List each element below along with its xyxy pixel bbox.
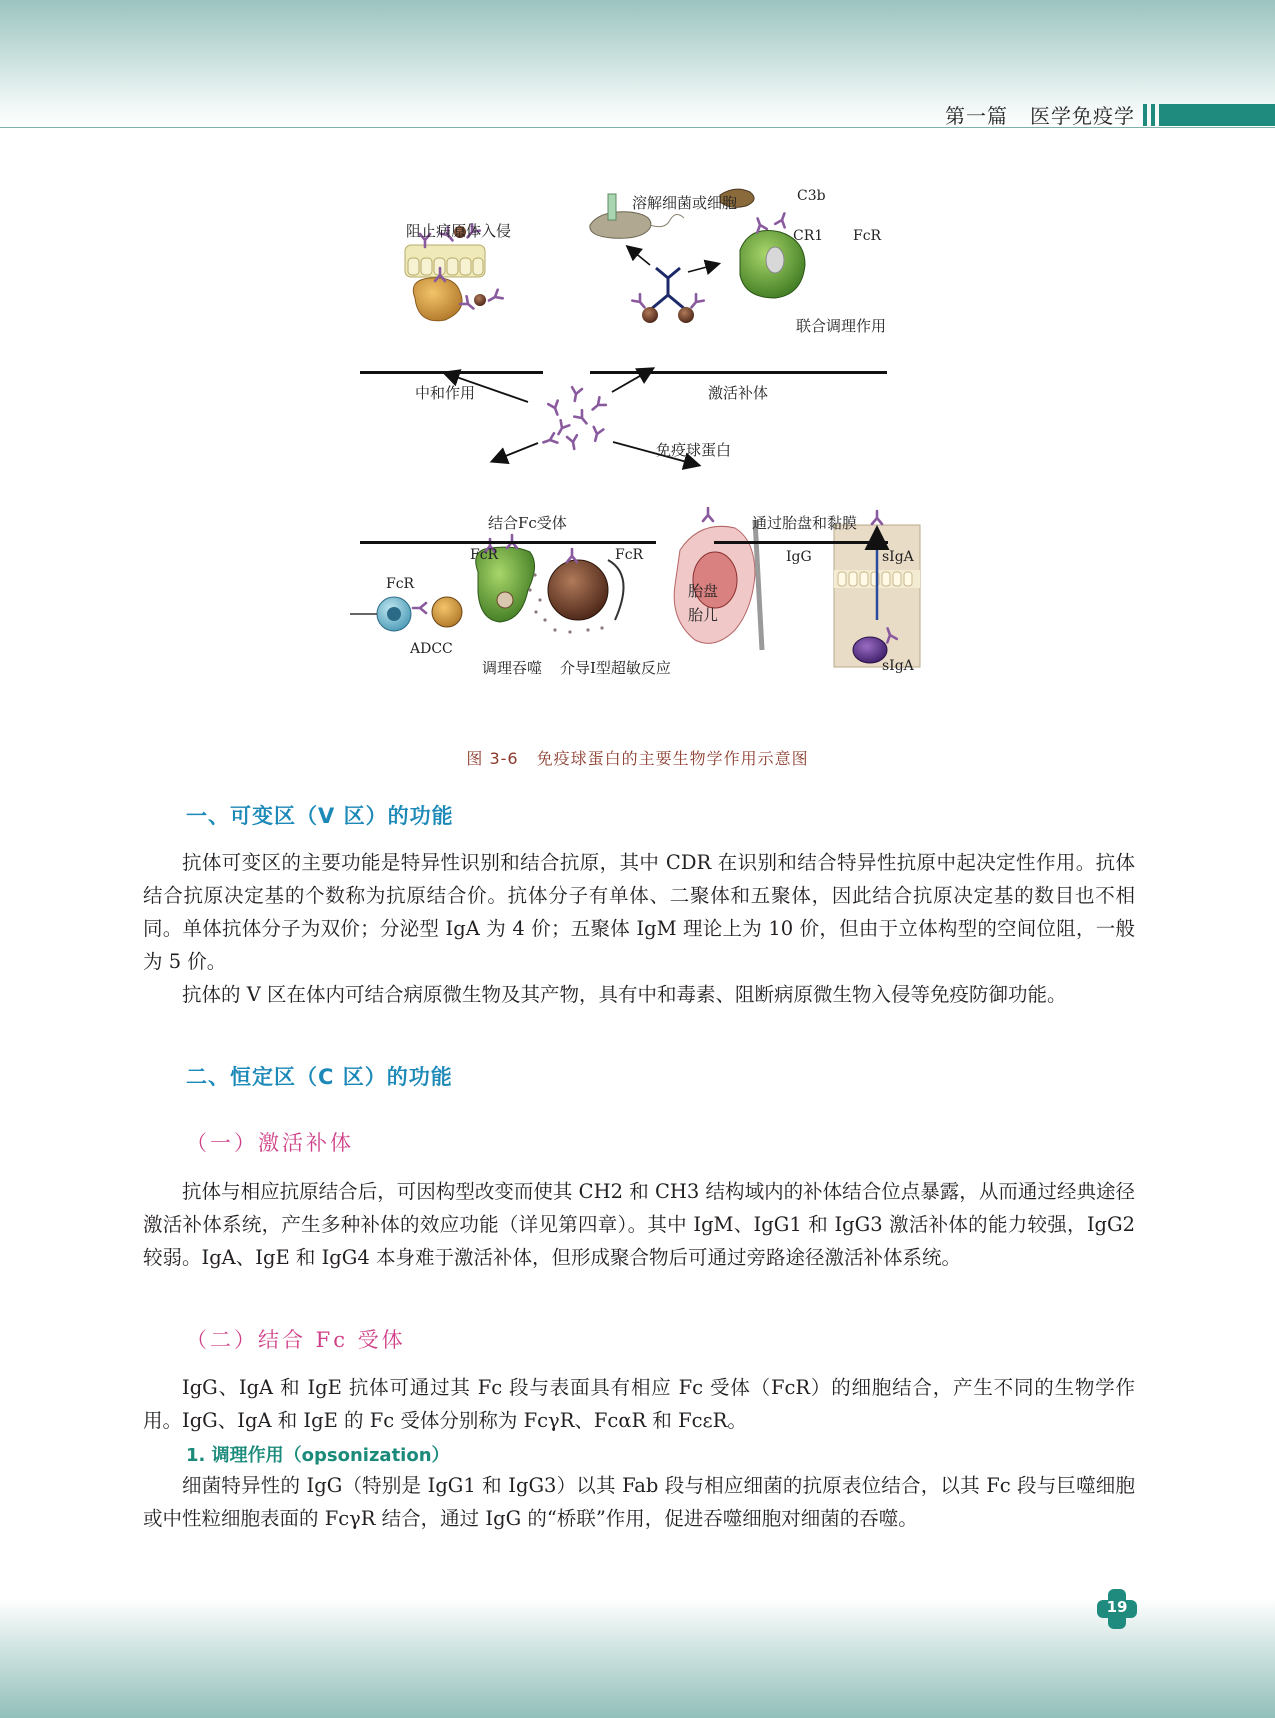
- neutralization-rule: [360, 371, 543, 374]
- fc-receptor-rule: [360, 541, 656, 544]
- running-head-title: 医学免疫学: [1030, 104, 1135, 128]
- running-head: [945, 100, 1135, 129]
- label-siga-top: sIgA: [882, 549, 914, 565]
- label-fcr-1: FcR: [470, 547, 499, 563]
- label-lyse-bacteria: 溶解细菌或细胞: [632, 194, 738, 212]
- page-number: 19: [1106, 1598, 1128, 1616]
- immunoglobulin-cluster: [542, 387, 606, 450]
- label-via-placenta-mucosa: 通过胎盘和黏膜: [752, 514, 858, 532]
- label-igg: IgG: [786, 549, 812, 565]
- label-siga-bottom: sIgA: [882, 658, 914, 674]
- paragraph-variable-region-2: 抗体的 V 区在体内可结合病原微生物及其产物，具有中和毒素、阻断病原微生物入侵等免疫防御功能。: [182, 983, 1067, 1006]
- label-c3b: C3b: [797, 188, 826, 204]
- label-cr1: CR1: [793, 228, 824, 244]
- paragraph-bind-fc-receptor: IgG、IgA 和 IgE 抗体可通过其 Fc 段与表面具有相应 Fc 受体（FcR）的细胞结合，产生不同的生物学作用。IgG、IgA 和 IgE 的 Fc 受体分别称为 FcγR、FcαR 和 FcεR。: [143, 1376, 1135, 1432]
- label-adcc: ADCC: [410, 641, 453, 657]
- label-opsonic-phagocytosis: 调理吞噬: [482, 659, 543, 677]
- subsection-title-activate-complement: （一）激活补体: [186, 1131, 354, 1155]
- label-fcr-3: FcR: [386, 576, 415, 592]
- label-bind-fc-receptor: 结合Fc受体: [488, 514, 567, 532]
- label-fcr-2: FcR: [615, 547, 644, 563]
- figure-caption: [0, 746, 1275, 769]
- complement-rule: [590, 371, 887, 374]
- paragraph-activate-complement: 抗体与相应抗原结合后，可因构型改变而使其 CH2 和 CH3 结构域内的补体结合位点暴露，从而通过经典途径激活补体系统，产生多种补体的效应功能（详见第四章）。其中 IgM、IgG1 和 IgG3 激活补体的能力较强，IgG2 较弱。IgA、IgE 和 IgG4 本身难于激活补体，但形成聚合物后可通过旁路途径激活补体系统。: [143, 1180, 1135, 1269]
- label-neutralization: 中和作用: [415, 384, 476, 402]
- label-immunoglobulin: 免疫球蛋白: [656, 441, 732, 459]
- label-fcr-top: FcR: [853, 228, 882, 244]
- item-title-opsonization: 1. 调理作用（opsonization）: [186, 1445, 450, 1466]
- section-title-constant-region: 二、恒定区（C 区）的功能: [186, 1065, 453, 1089]
- label-activate-complement: 激活补体: [708, 384, 769, 402]
- label-placenta: 胎盘: [688, 582, 719, 600]
- paragraph-opsonization: 细菌特异性的 IgG（特别是 IgG1 和 IgG3）以其 Fab 段与相应细菌的抗原表位结合，以其 Fc 段与巨噬细胞或中性粒细胞表面的 FcγR 结合，通过 IgG 的“桥联”作用，促进吞噬细胞对细菌的吞噬。: [143, 1474, 1135, 1530]
- label-fetus: 胎儿: [688, 606, 719, 624]
- paragraph-variable-region-1: 抗体可变区的主要功能是特异性识别和结合抗原，其中 CDR 在识别和结合特异性抗原中起决定性作用。抗体结合抗原决定基的个数称为抗原结合价。抗体分子有单体、二聚体和五聚体，因此结合抗原决定基的数目也不相同。单体抗体分子为双价；分泌型 IgA 为 4 价；五聚体 IgM 理论上为 10 价，但由于立体构型的空间位阻，一般为 5 价。: [143, 851, 1135, 973]
- figure-caption-text: 免疫球蛋白的主要生物学作用示意图: [536, 749, 809, 768]
- footer-band: [0, 1598, 1275, 1718]
- figure-caption-number: 图 3-6: [466, 749, 519, 768]
- section-title-variable-region: 一、可变区（V 区）的功能: [186, 804, 454, 828]
- label-combined-opsonization: 联合调理作用: [796, 317, 887, 335]
- placenta-rule: [714, 541, 888, 544]
- subsection-title-bind-fc-receptor: （二）结合 Fc 受体: [186, 1328, 406, 1352]
- label-type1-hypersensitivity: 介导Ⅰ型超敏反应: [560, 659, 671, 677]
- label-prevent-invasion: 阻止病原体入侵: [406, 222, 512, 240]
- running-head-part: 第一篇: [945, 104, 1008, 128]
- page-number-badge: [1097, 1589, 1137, 1629]
- figure-immunoglobulin-functions: [350, 180, 930, 730]
